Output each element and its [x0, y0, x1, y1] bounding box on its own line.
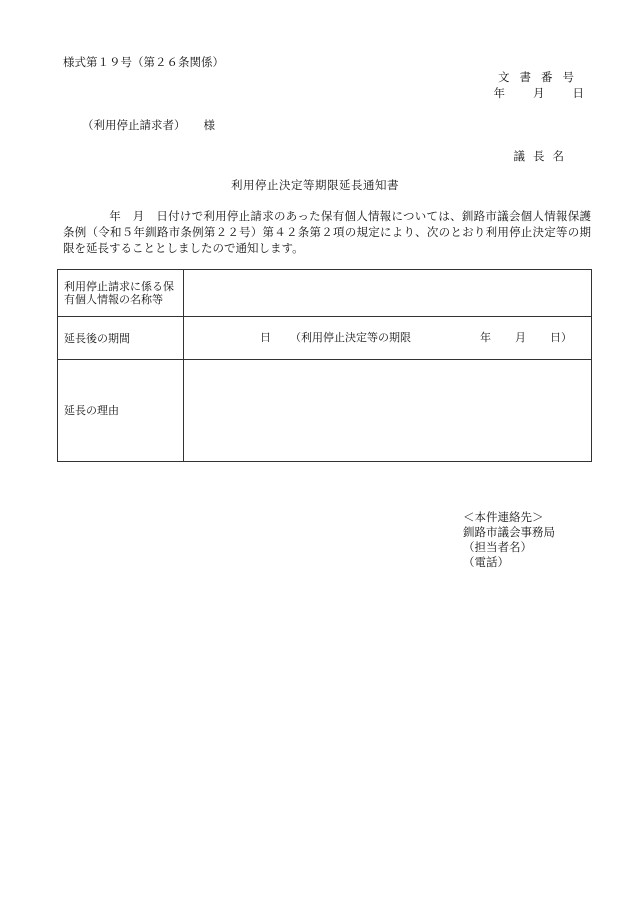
- table-row: [58, 270, 592, 317]
- contact-office: 釧路市議会事務局: [463, 525, 555, 539]
- body-paragraph: [63, 208, 591, 256]
- date-month: 月: [533, 86, 545, 100]
- body-text: 年 月 日付けで利用停止請求のあった保有個人情報については、釧路市議会個人情報保護条例（令和５年釧路市条例第２２号）第４２条第２項の規定により、次のとおり利用停止決定等の期限を延長することとしましたので通知します。: [63, 209, 591, 255]
- contact-phone: （電話）: [463, 555, 509, 569]
- date-line: [494, 86, 585, 100]
- date-day: 日: [572, 86, 584, 100]
- contact-block: [463, 510, 555, 570]
- contact-heading: ＜本件連絡先＞: [463, 510, 544, 524]
- info-name-cell: [184, 270, 592, 317]
- details-table: [57, 269, 592, 462]
- deadline-month: 月: [515, 331, 526, 344]
- row-label-reason: 延長の理由: [58, 360, 184, 462]
- extended-period-cell: [184, 317, 592, 360]
- chairperson-name: 議長名: [513, 149, 572, 163]
- document-number-label: 文書番号: [498, 70, 584, 84]
- addressee-name: （利用停止請求者）: [82, 118, 186, 132]
- date-year: 年: [493, 86, 505, 100]
- table-row: [58, 360, 592, 462]
- row-label-info-name: 利用停止請求に係る保有個人情報の名称等: [58, 270, 184, 317]
- document-title: 利用停止決定等期限延長通知書: [231, 178, 399, 192]
- deadline-day: 日）: [550, 331, 572, 344]
- table-row: [58, 317, 592, 360]
- period-day: 日: [260, 331, 271, 344]
- addressee-honorific: 様: [203, 118, 215, 132]
- contact-person: （担当者名）: [463, 540, 532, 554]
- addressee: [82, 118, 215, 132]
- form-number: 様式第１９号（第２６条関係）: [63, 55, 224, 69]
- reason-cell: [184, 360, 592, 462]
- deadline-label: （利用停止決定等の期限: [290, 331, 411, 344]
- row-label-extended-period: 延長後の期間: [58, 317, 184, 360]
- deadline-year: 年: [480, 331, 491, 344]
